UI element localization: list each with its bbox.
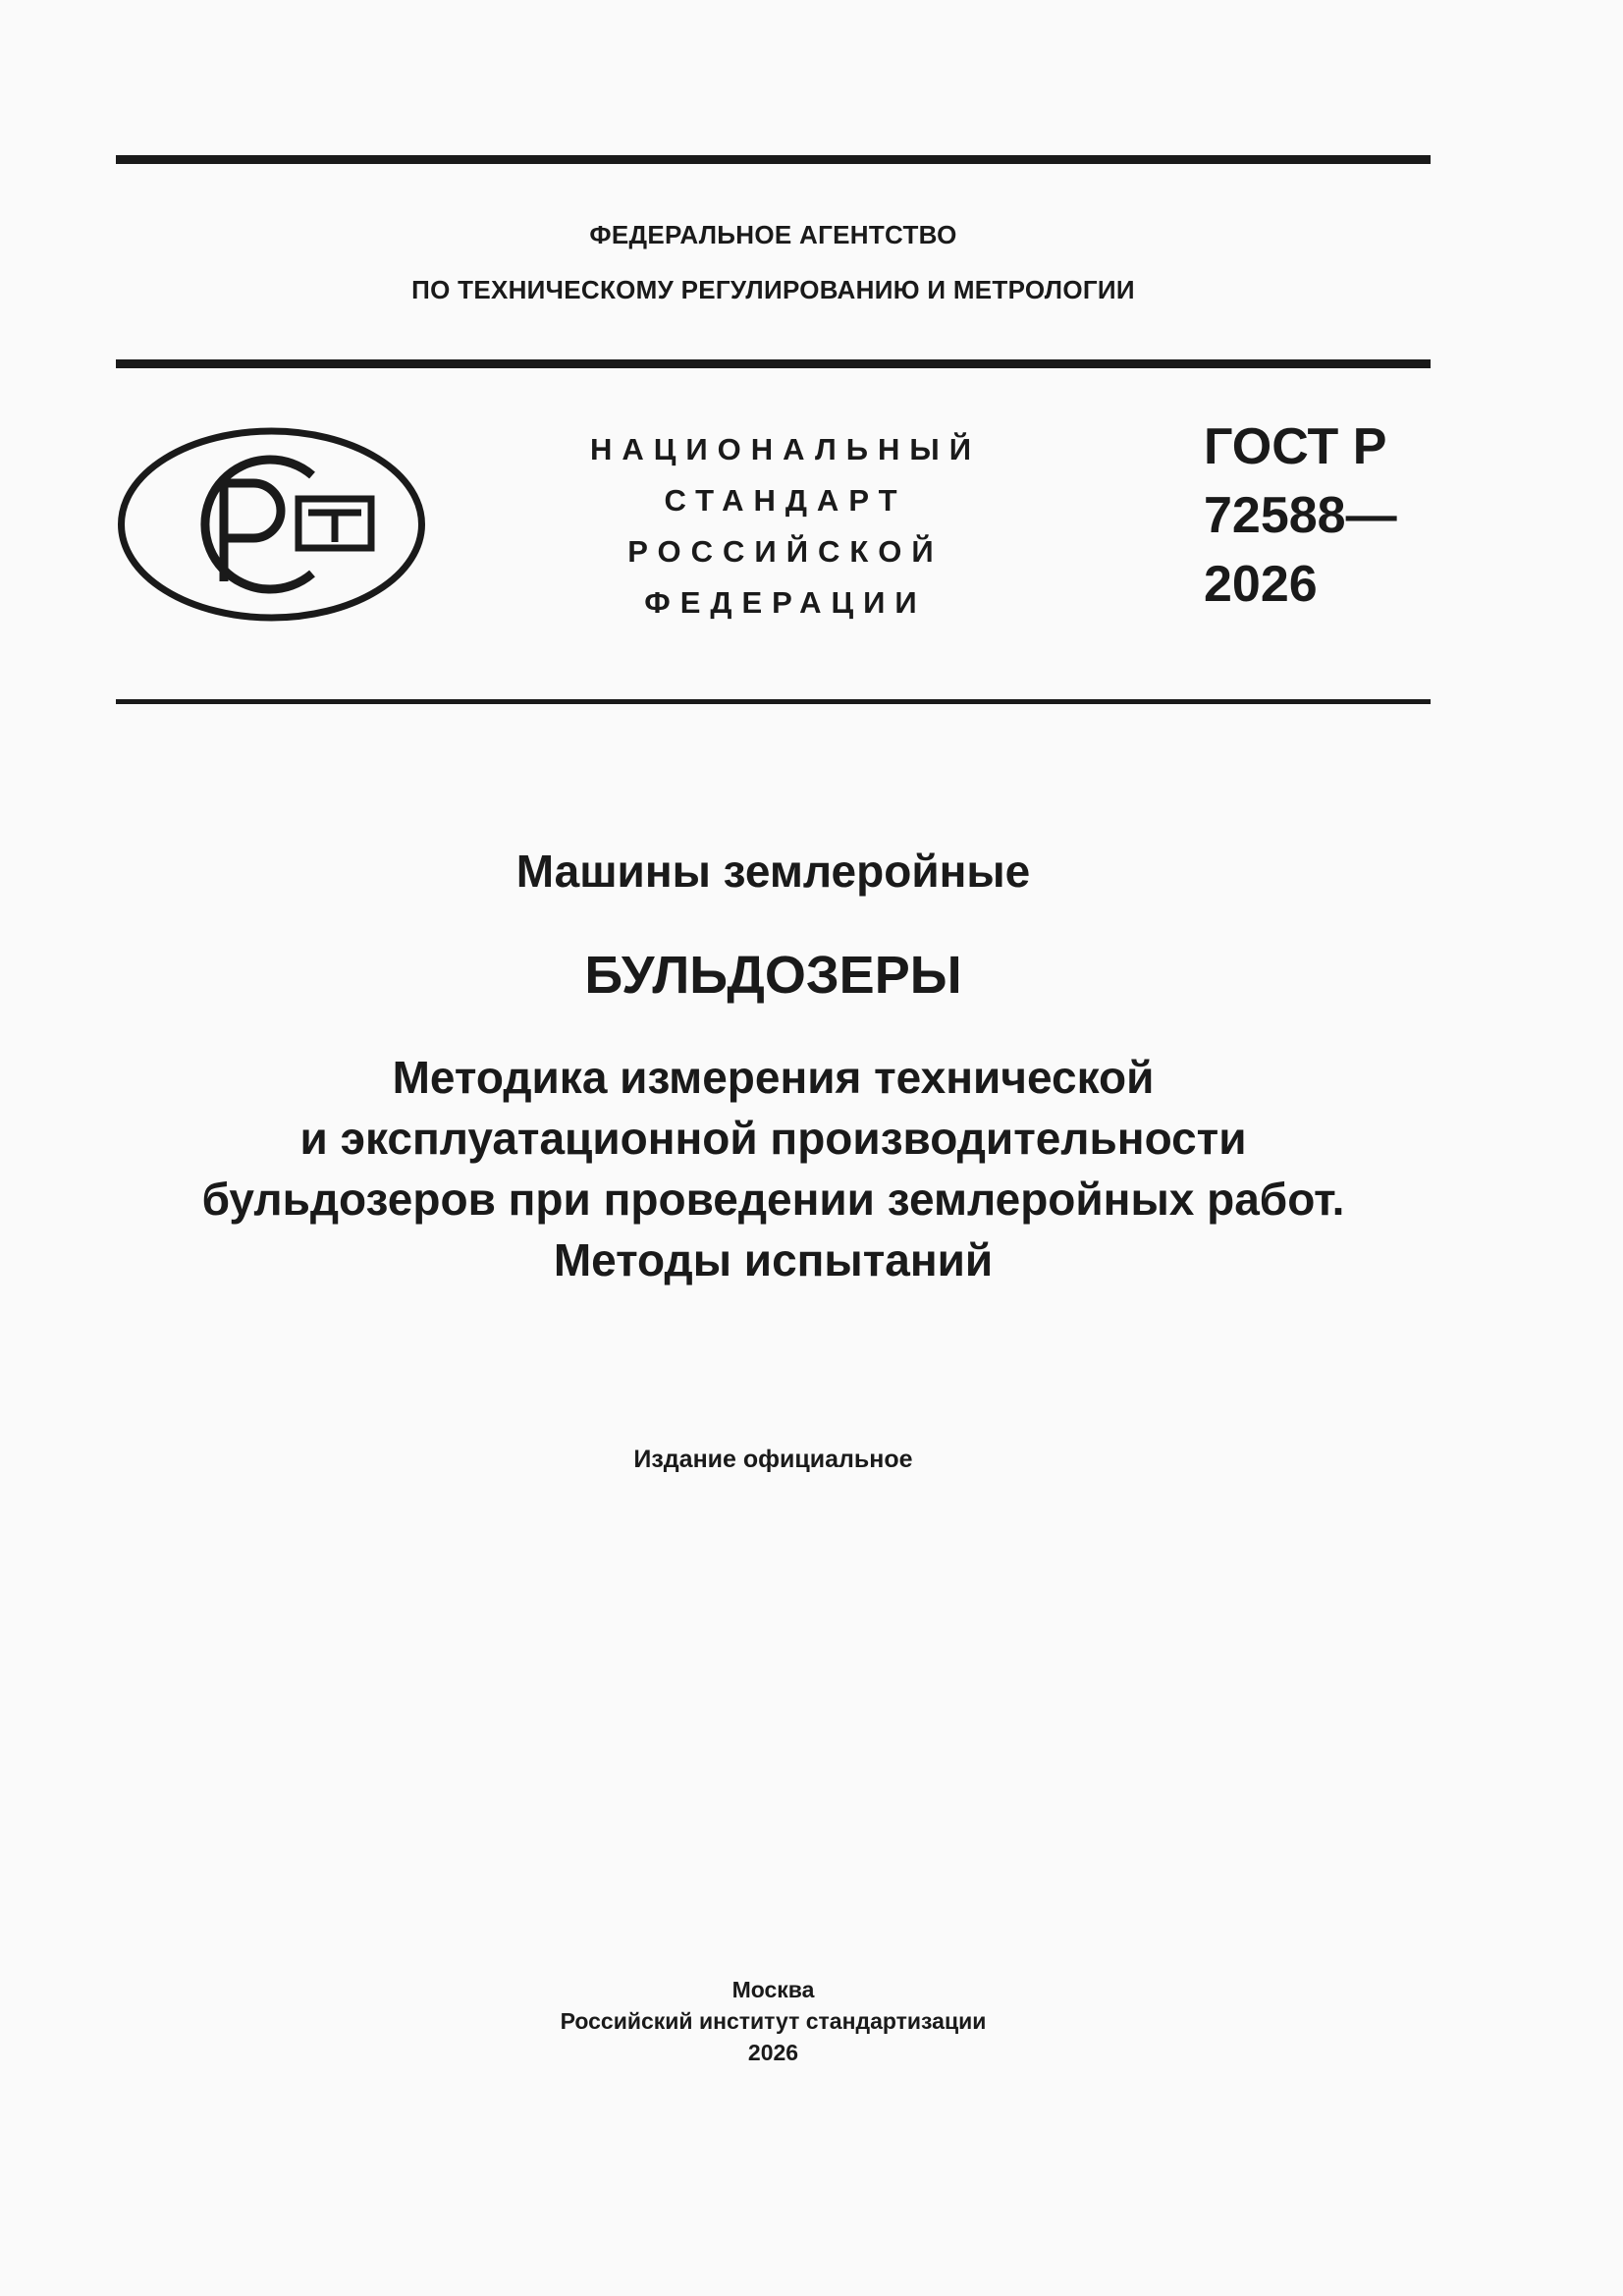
- title-group: Машины землеройные: [515, 846, 1031, 897]
- agency-rule: [116, 359, 1431, 368]
- imprint-city: Москва: [731, 1977, 815, 2002]
- national-standard-line: РОССИЙСКОЙ: [627, 534, 944, 569]
- subtitle-line: и эксплуатационной производительности: [299, 1113, 1247, 1164]
- title-subtitle: [116, 1047, 1431, 1290]
- subtitle-line: Методика измерения технической: [392, 1052, 1155, 1103]
- designation-line: 2026: [1204, 556, 1318, 613]
- imprint: [116, 1974, 1431, 2068]
- standard-designation: [1204, 412, 1397, 619]
- title-main: БУЛЬДОЗЕРЫ: [584, 946, 962, 1005]
- imprint-year: 2026: [747, 2040, 799, 2065]
- agency-line-1: ФЕДЕРАЛЬНОЕ АГЕНТСТВО: [589, 220, 957, 249]
- designation-line: ГОСТ Р: [1204, 418, 1387, 475]
- designation-line: 72588—: [1204, 487, 1397, 544]
- national-standard-line: НАЦИОНАЛЬНЫЙ: [589, 432, 982, 466]
- header-bottom-rule: [116, 699, 1431, 704]
- subtitle-line: бульдозеров при проведении землеройных работ.: [201, 1174, 1345, 1225]
- national-standard-heading: [511, 424, 1060, 629]
- top-rule: [116, 155, 1431, 164]
- edition-note: Издание официальное: [633, 1446, 913, 1473]
- subtitle-line: Методы испытаний: [553, 1234, 994, 1285]
- rst-certification-mark-icon: [116, 426, 427, 623]
- imprint-publisher: Российский институт стандартизации: [560, 2008, 987, 2034]
- national-standard-line: ФЕДЕРАЦИИ: [644, 585, 927, 620]
- national-standard-line: СТАНДАРТ: [664, 483, 907, 518]
- agency-line-2: ПО ТЕХНИЧЕСКОМУ РЕГУЛИРОВАНИЮ И МЕТРОЛОГИИ: [411, 275, 1135, 304]
